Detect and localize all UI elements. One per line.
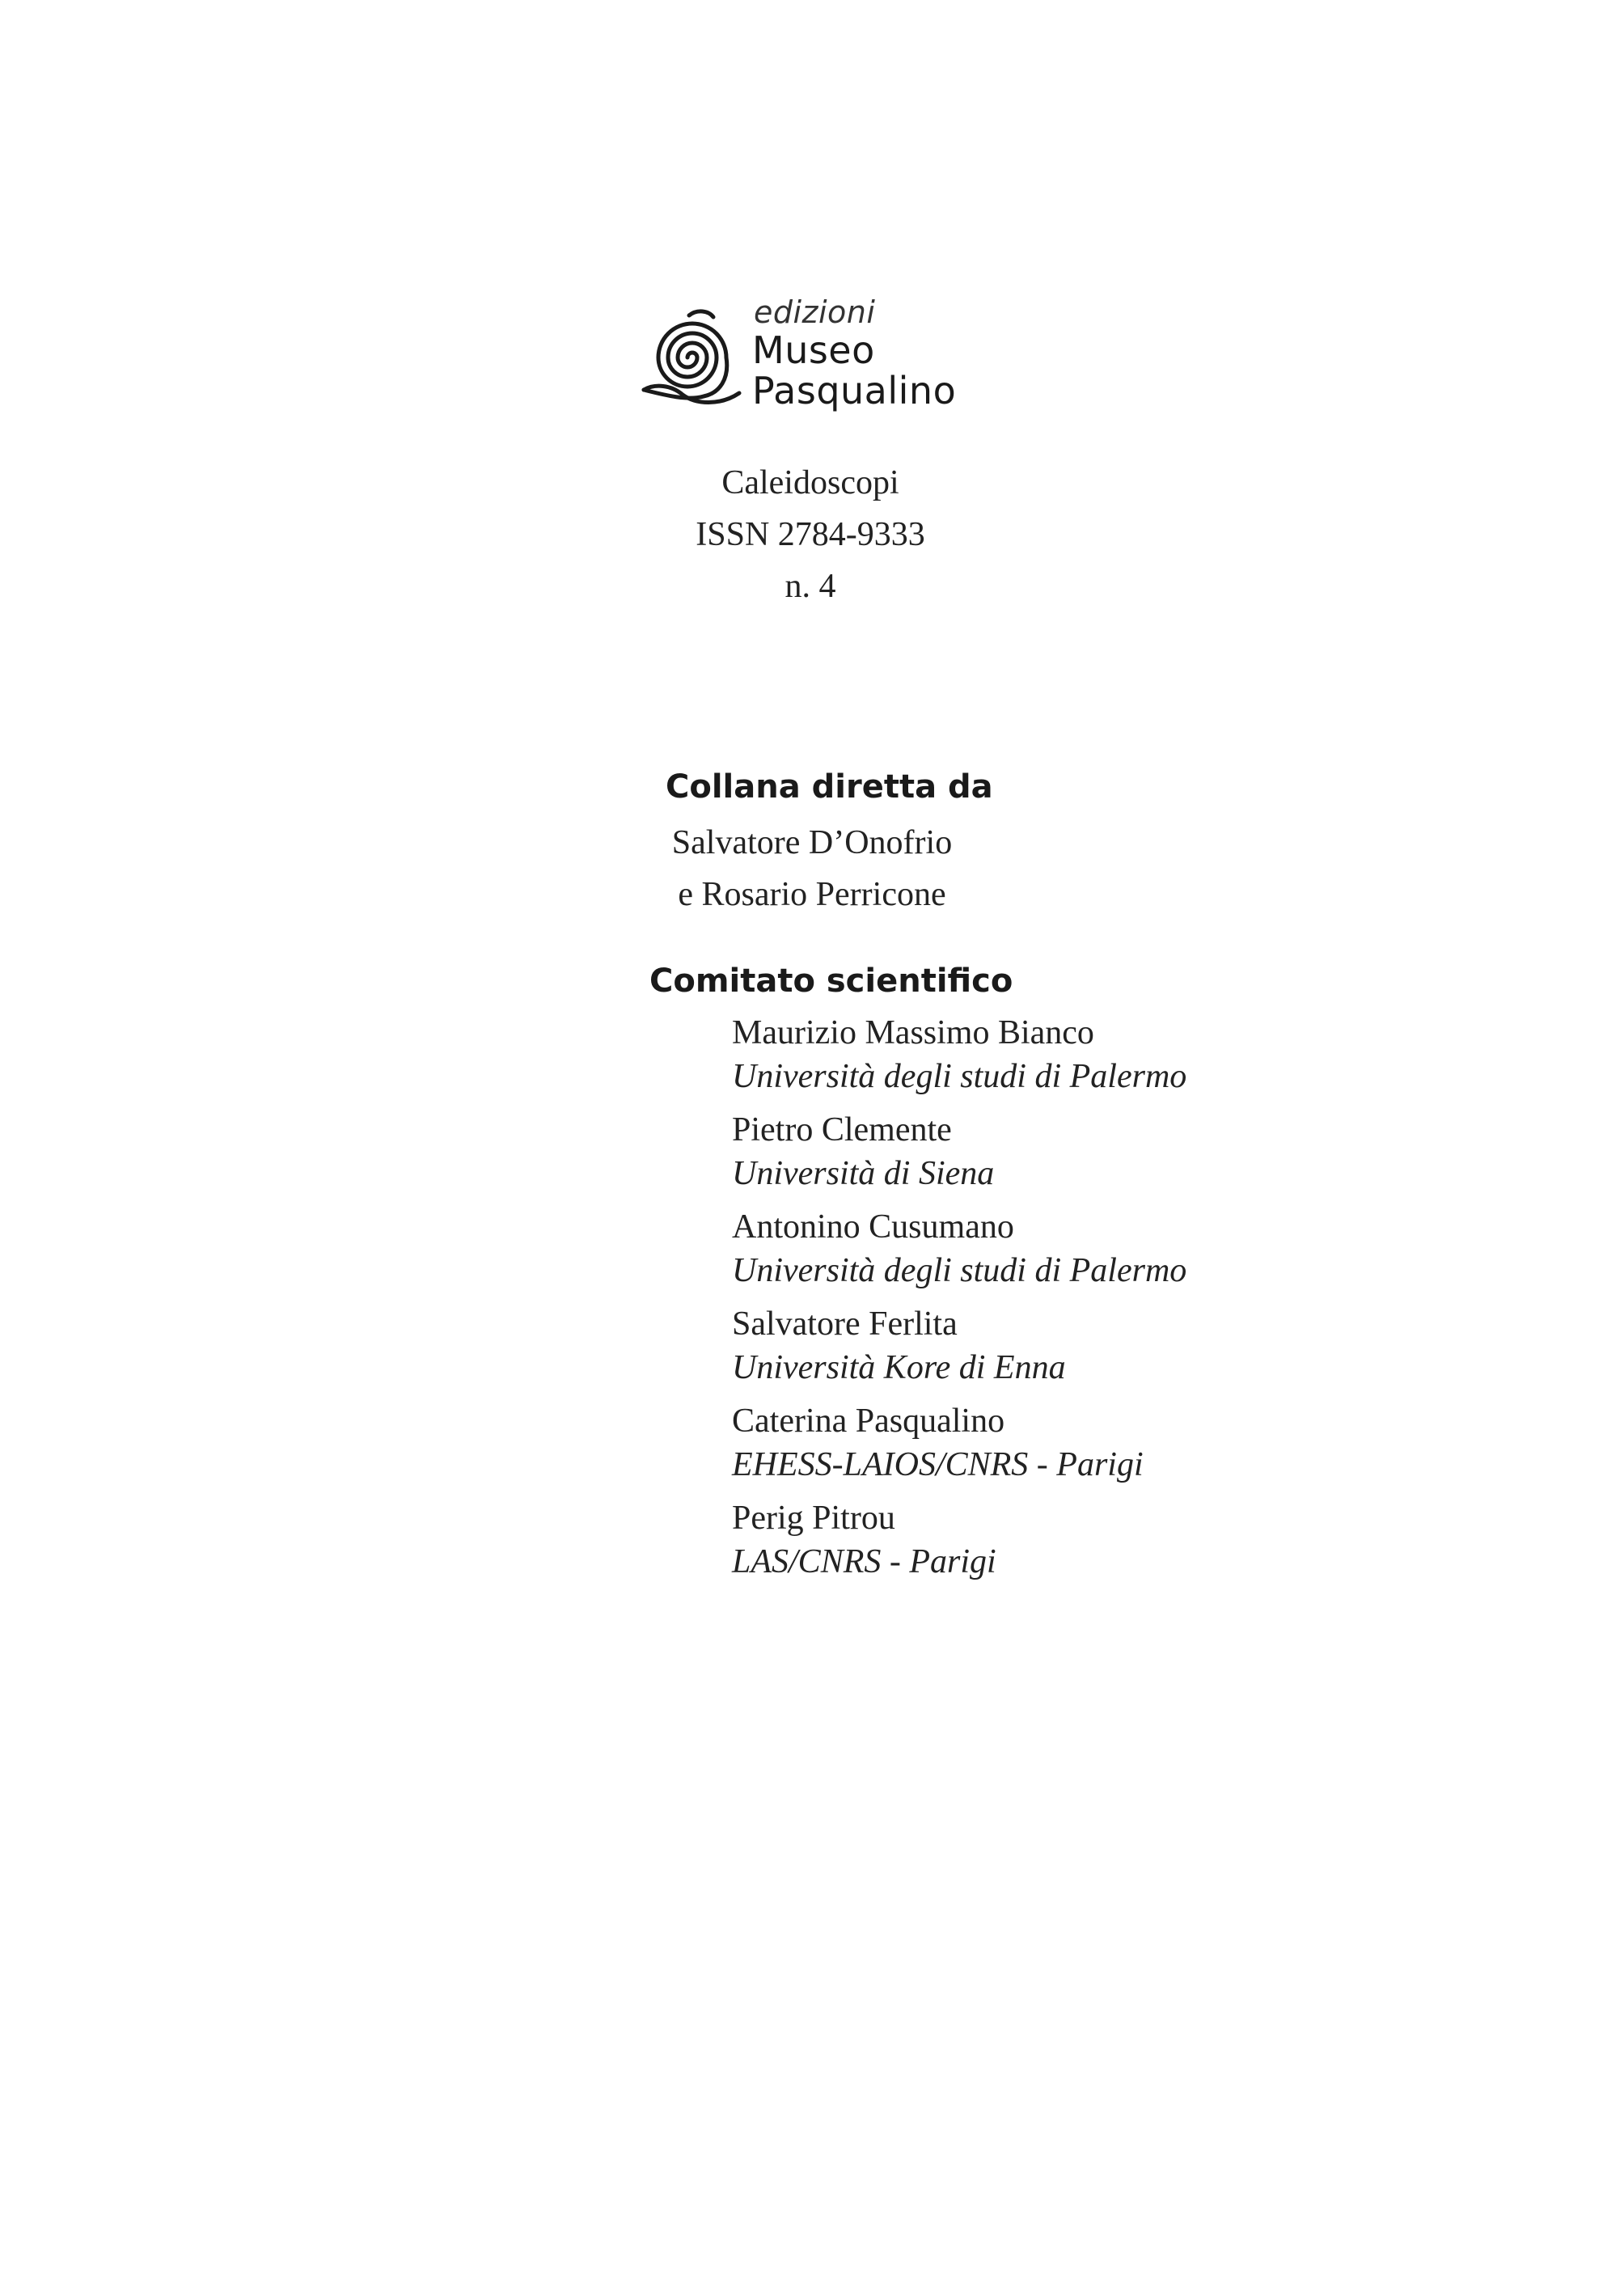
directors bbox=[0, 817, 1624, 920]
member-affiliation: LAS/CNRS - Parigi bbox=[732, 1543, 996, 1580]
director-line-1: Salvatore D’Onofrio bbox=[671, 824, 953, 861]
logo-pasqualino: Pasqualino bbox=[752, 369, 957, 412]
committee-heading: Comitato scientifico bbox=[649, 962, 1013, 1000]
logo-edizioni: edizioni bbox=[754, 294, 876, 330]
member-name: Pietro Clemente bbox=[732, 1111, 952, 1149]
list-item bbox=[732, 1399, 1186, 1496]
member-affiliation: Università Kore di Enna bbox=[732, 1349, 1066, 1386]
list-item bbox=[732, 1011, 1186, 1108]
committee-list bbox=[732, 1011, 1186, 1593]
member-affiliation: Università degli studi di Palermo bbox=[732, 1058, 1187, 1095]
series-number: n. 4 bbox=[785, 568, 836, 605]
member-name: Perig Pitrou bbox=[732, 1500, 895, 1537]
member-name: Salvatore Ferlita bbox=[732, 1305, 958, 1343]
series-info bbox=[0, 457, 1622, 612]
series-issn: ISSN 2784-9333 bbox=[696, 516, 925, 553]
member-affiliation: Università di Siena bbox=[732, 1155, 995, 1192]
spiral-logo-icon bbox=[639, 306, 746, 406]
logo-museo: Museo bbox=[752, 328, 875, 372]
list-item bbox=[732, 1302, 1186, 1399]
member-name: Antonino Cusumano bbox=[732, 1208, 1014, 1246]
member-name: Caterina Pasqualino bbox=[732, 1402, 1005, 1440]
director-line-2: e Rosario Perricone bbox=[678, 876, 946, 913]
member-name: Maurizio Massimo Bianco bbox=[732, 1014, 1094, 1051]
member-affiliation: EHESS-LAIOS/CNRS - Parigi bbox=[732, 1446, 1144, 1483]
direction-heading: Collana diretta da bbox=[666, 768, 993, 806]
member-affiliation: Università degli studi di Palermo bbox=[732, 1252, 1187, 1289]
list-item bbox=[732, 1205, 1186, 1302]
list-item bbox=[732, 1496, 1186, 1593]
list-item bbox=[732, 1108, 1186, 1205]
publisher-logo bbox=[639, 294, 979, 412]
series-name: Caleidoscopi bbox=[721, 464, 899, 501]
